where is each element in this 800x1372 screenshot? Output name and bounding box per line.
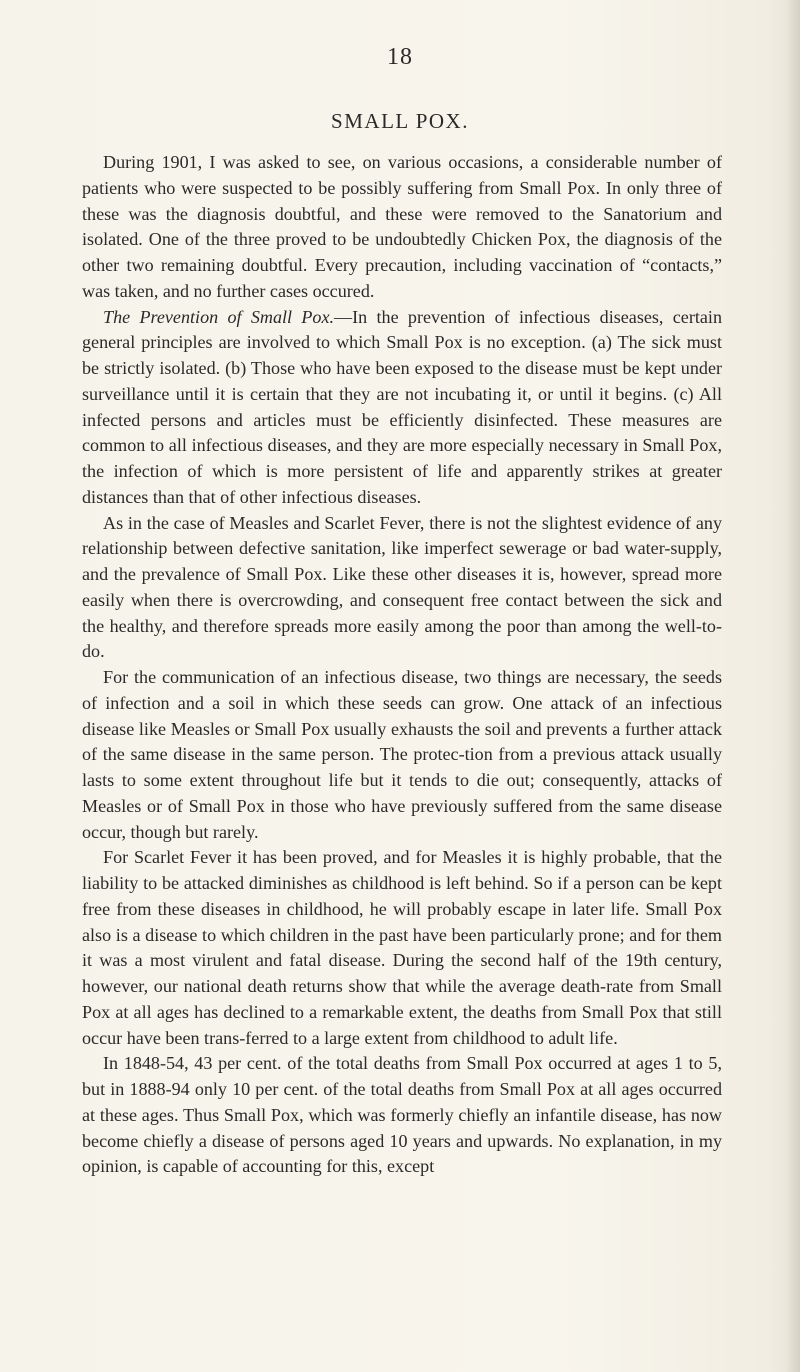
paragraph-3-text: As in the case of Measles and Scarlet Fever, there is not the slightest evidence of any relationship between defective sanitation, like imperfect sewerage or bad water-supply, and the prevalence of Small Pox. Like these other diseases it is, however, spread more easily when there is overcrowding, and consequent free contact between the sick and the healthy, and therefore spreads more easily among the poor than among the well-to-do. <box>82 512 722 662</box>
paragraph-2-text: —In the prevention of infectious diseases, certain general principles are involved to which Small Pox is no exception. (a) The sick must be strictly isolated. (b) Those who have been exposed to the disease must be kept under surveillance until it is certain that they are not incubating it, or until it begins. (c) All infected persons and articles must be efficiently disinfected. These measures are common to all infectious diseases, and they are more especially necessary in Small Pox, the infection of which is more persistent of life and apparently strikes at greater distances than that of other infectious diseases. <box>82 306 722 507</box>
paragraph-2-title: The Prevention of Small Pox. <box>103 306 335 327</box>
paragraph-6 <box>82 1051 722 1180</box>
paragraph-6-text: In 1848-54, 43 per cent. of the total deaths from Small Pox occurred at ages 1 to 5, but in 1888-94 only 10 per cent. of the total deaths from Small Pox at all ages occurred at these ages. Thus Small Pox, which was formerly chiefly an infantile disease, has now become chiefly a disease of persons aged 10 years and upwards. No explanation, in my opinion, is capable of accounting for this, except <box>82 1053 722 1177</box>
paragraph-1-text: During 1901, I was asked to see, on various occasions, a considerable number of patients who were suspected to be possibly suffering from Small Pox. In only three of these was the diagnosis doubtful, and these were removed to the Sanatorium and isolated. One of the three proved to be undoubtedly Chicken Pox, the diagnosis of the other two remaining doubtful. Every precaution, including vaccination of “contacts,” was taken, and no further cases occured. <box>82 152 722 301</box>
page-edge-shadow <box>786 0 800 1372</box>
paragraph-3 <box>82 511 722 666</box>
paragraph-5 <box>82 845 722 1051</box>
paragraph-2 <box>82 305 722 511</box>
paragraph-4 <box>82 665 722 845</box>
body-text <box>82 150 722 1180</box>
section-heading: SMALL POX. <box>331 109 469 133</box>
page-number: 18 <box>387 44 413 70</box>
paragraph-5-text: For Scarlet Fever it has been proved, and for Measles it is highly probable, that the liability to be attacked diminishes as childhood is left behind. So if a person can be kept free from these diseases in childhood, he will probably escape in later life. Small Pox also is a disease to which children in the past have been particularly prone; and for them it was a most virulent and fatal disease. During the second half of the 19th century, however, our national death returns show that while the average death-rate from Small Pox at all ages has declined to a remarkable extent, the deaths from Small Pox that still occur have been trans-ferred to a large extent from childhood to adult life. <box>82 847 722 1048</box>
paragraph-1 <box>82 150 722 305</box>
paragraph-4-text: For the communication of an infectious disease, two things are necessary, the seeds of infection and a soil in which these seeds can grow. One attack of an infectious disease like Measles or Small Pox usually exhausts the soil and prevents a further attack of the same disease in the same person. The protec-tion from a previous attack usually lasts to some extent throughout life but it tends to die out; consequently, attacks of Measles or of Small Pox in those who have previously suffered from the same disease occur, though but rarely. <box>82 667 722 842</box>
